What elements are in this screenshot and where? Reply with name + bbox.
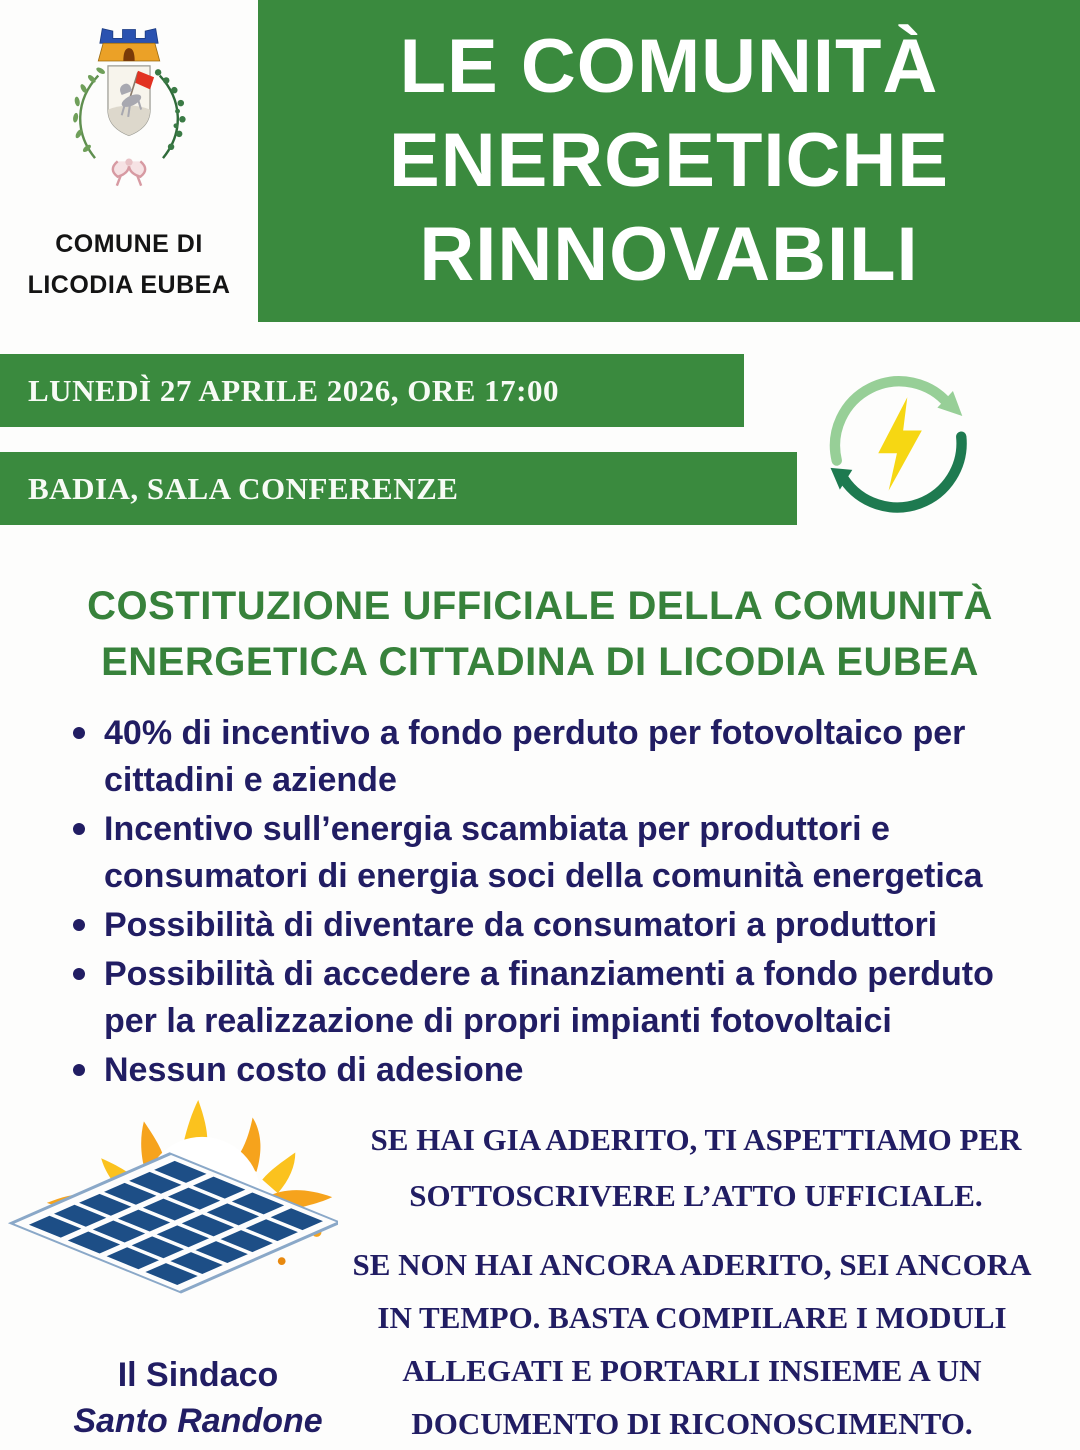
list-item-text: Nessun costo di adesione	[104, 1051, 524, 1089]
event-date-text: LUNEDÌ 27 APRILE 2026, ORE 17:00	[28, 372, 559, 408]
list-item	[66, 951, 1022, 1045]
list-item	[66, 710, 1022, 804]
crest-shield	[108, 66, 154, 136]
cta-not-joined-line3: ALLEGATI E PORTARLI INSIEME A UN	[402, 1353, 982, 1388]
cta-not-joined-line1: SE NON HAI ANCORA ADERITO, SEI ANCORA	[352, 1247, 1032, 1282]
list-item-text: Possibilità di accedere a finanziamenti a fondo perduto per la realizzazione di propri impianti fotovoltaici	[104, 955, 994, 1040]
lightning-bolt-icon	[878, 397, 922, 490]
benefits-list	[66, 710, 1022, 1096]
crest-crown	[98, 29, 159, 61]
cta-already-joined	[336, 1112, 1056, 1224]
municipality-block	[0, 0, 258, 322]
crest-ribbon	[113, 159, 145, 186]
poster-title	[258, 0, 1080, 322]
signature-role: Il Sindaco	[117, 1356, 279, 1394]
cta-not-joined-line4: DOCUMENTO DI RICONOSCIMENTO.	[411, 1406, 973, 1441]
list-item-text: Incentivo sull’energia scambiata per produttori e consumatori di energia soci della comunità energetica	[104, 810, 983, 895]
renewable-energy-cycle-icon	[816, 362, 982, 528]
list-item-text: 40% di incentivo a fondo perduto per fotovoltaico per cittadini e aziende	[104, 714, 966, 799]
list-item	[66, 806, 1022, 900]
list-item	[66, 902, 1022, 949]
cta-already-joined-line1: SE HAI GIA ADERITO, TI ASPETTIAMO PER	[370, 1122, 1022, 1157]
cta-already-joined-line2: SOTTOSCRIVERE L’ATTO UFFICIALE.	[409, 1178, 983, 1213]
event-location-text: BADIA, SALA CONFERENZE	[28, 470, 459, 506]
signature-block	[58, 1352, 338, 1444]
main-heading	[0, 578, 1080, 690]
list-item-text: Possibilità di diventare da consumatori a produttori	[104, 906, 938, 944]
poster-title-line3: RINNOVABILI	[419, 212, 919, 297]
municipality-name-line1: COMUNE DI	[55, 230, 203, 258]
cta-not-joined	[316, 1238, 1068, 1450]
main-heading-line2: ENERGETICA CITTADINA DI LICODIA EUBEA	[101, 640, 979, 684]
poster-title-line2: ENERGETICHE	[389, 118, 949, 203]
poster-title-line1: LE COMUNITÀ	[399, 24, 939, 109]
signature-name: Santo Randone	[73, 1402, 323, 1440]
cta-not-joined-line2: IN TEMPO. BASTA COMPILARE I MODULI	[377, 1300, 1007, 1335]
list-item	[66, 1047, 1022, 1094]
municipality-name	[0, 224, 258, 306]
main-heading-line1: COSTITUZIONE UFFICIALE DELLA COMUNITÀ	[87, 584, 993, 628]
event-date-banner	[0, 354, 744, 427]
event-location-banner	[0, 452, 797, 525]
municipality-name-line2: LICODIA EUBEA	[27, 271, 231, 299]
municipal-coat-of-arms-icon	[40, 6, 218, 218]
sun-with-solar-panel-icon	[8, 1088, 338, 1312]
